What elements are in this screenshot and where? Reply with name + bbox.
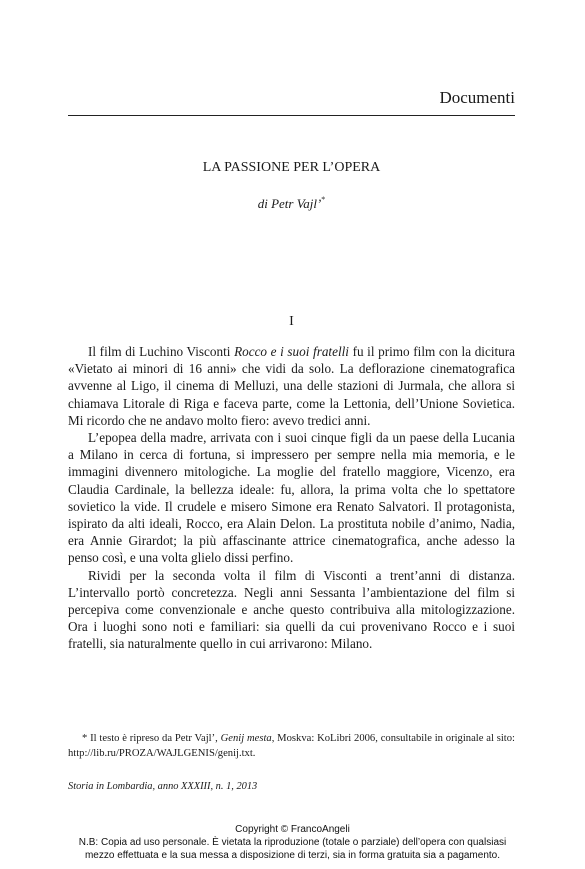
body-paragraph bbox=[68, 429, 515, 567]
article-title: LA PASSIONE PER L’OPERA bbox=[202, 160, 381, 175]
article-byline bbox=[68, 195, 515, 212]
footnote-text: , Moskva: KoLibri 2006, consultabile in originale al sito: http://lib.ru/PROZA/WAJLGENIS/genij.txt. bbox=[68, 733, 515, 759]
header-rule bbox=[68, 115, 515, 116]
copyright-line: N.B: Copia ad uso personale. È vietata la riproduzione (totale o parziale) dell’opera con qualsiasi bbox=[78, 837, 507, 848]
body-paragraph bbox=[68, 567, 515, 653]
film-title-italic: Rocco e i suoi fratelli bbox=[234, 344, 349, 359]
article-body bbox=[68, 343, 515, 653]
footnote-text: Il testo è ripreso da Petr Vajl’, bbox=[87, 733, 221, 744]
footnote-marker: * bbox=[321, 195, 326, 204]
byline-text: di Petr Vajl’ bbox=[257, 196, 322, 211]
body-paragraph bbox=[68, 343, 515, 429]
copyright-notice bbox=[0, 823, 585, 862]
section-number: I bbox=[289, 314, 294, 329]
journal-reference: Storia in Lombardia, anno XXXIII, n. 1, 2013 bbox=[68, 781, 258, 792]
paragraph-text: Il film di Luchino Visconti bbox=[88, 344, 235, 359]
running-head: Documenti bbox=[439, 88, 515, 107]
paragraph-text: Rividi per la seconda volta il film di Visconti a trent’anni di distanza. L’intervallo portò concretezza. Negli anni Sessanta l’ambientazione del film si percepiva come convenzionale e anche questo contribuiva alla mitologizzazione. Ora i luoghi sono noti e familiari: sia quelli da cui provenivano Rocco e i suoi fratelli, sia naturalmente quello in cui arrivarono: Milano. bbox=[68, 567, 515, 652]
paragraph-text: fu il primo film con la dicitura «Vietato ai minori di 16 anni» che vidi da solo. La deflorazione cinematografica avvenne al Ligo, il cinema di Melluzi, una delle stazioni di Jurmala, che allora si chiamava Litorale di Riga e faceva parte, come la Lettonia, dell’Unione Sovietica. Mi ricordo che ne andavo molto fiero: avevo tredici anni. bbox=[68, 344, 515, 428]
paragraph-text: L’epopea della madre, arrivata con i suoi cinque figli da un paese della Lucania a Milano in cerca di fortuna, si impressero per sempre nella mia memoria, e le immagini divennero mitologiche. La moglie del fratello maggiore, Vicenzo, era Claudia Cardinale, la bellezza ideale: fu, allora, la prima volta che lo spettatore sovietico la vide. Il crudele e misero Simone era Renato Salvatori. Il protagonista, ispirato da alti ideali, Rocco, era Alain Delon. La prostituta nobile d’animo, Nadia, era Annie Girardot; la più affascinante attrice cinematografica, anche adesso la penso così, e una volta glielo dissi perfino. bbox=[68, 430, 515, 566]
copyright-line: mezzo effettuata e la sua messa a disposizione di terzi, sia in forma gratuita sia a pagamento. bbox=[84, 850, 501, 861]
footnote-mark: * bbox=[82, 733, 88, 744]
copyright-line: Copyright © FrancoAngeli bbox=[235, 824, 350, 835]
source-title-italic: Genij mesta bbox=[220, 733, 272, 744]
footnote bbox=[68, 731, 515, 761]
